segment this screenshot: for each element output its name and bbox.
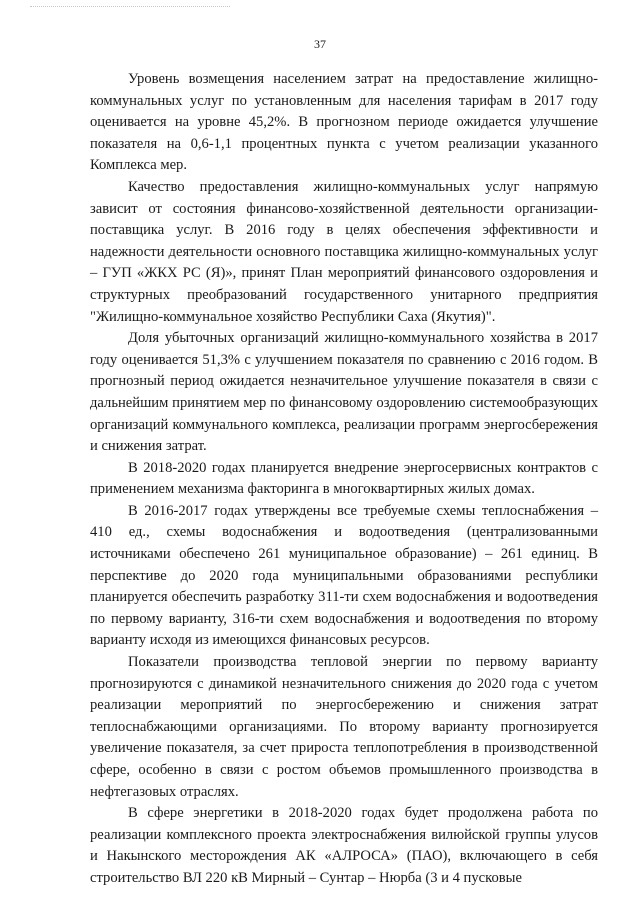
paragraph-cost-recovery: Уровень возмещения населением затрат на предоставление жилищно-коммунальных услуг по установленным для населения тарифам в 2017 году оценивается на уровне 45,2%. В прогнозном периоде ожидается улучшение показателя на 0,6-1,1 процентных пункта с учетом реализации указанного Комплекса мер. [90,71,598,174]
paragraph-heat-production: Показатели производства тепловой энергии по первому варианту прогнозируются с динамикой незначительного снижения до 2020 года с учетом реализации мероприятий по энергосбережению и снижения затрат теплоснабжающими организациями. По второму варианту прогнозируется увеличение показателя, за счет прироста теплопотребления в производственной сфере, особенно в связи с ростом объемов промышленного производства в нефтегазовых отраслях. [90,654,598,800]
document-body [90,69,598,890]
paragraph-unprofitable-share: Доля убыточных организаций жилищно-коммунального хозяйства в 2017 году оценивается 51,3% с улучшением показателя по сравнению с 2016 годом. В прогнозный период ожидается незначительное улучшение показателя в связи с дальнейшим принятием мер по финансовому оздоровлению системообразующих организаций коммунального комплекса, реализации программ энергосбережения и снижения затрат. [90,330,598,455]
paragraph-energy-sector: В сфере энергетики в 2018-2020 годах будет продолжена работа по реализации комплексного проекта электроснабжения вилюйской группы улусов и Накынского месторождения АК «АЛРОСА» (ПАО), включающего в себя строительство ВЛ 220 кВ Мирный – Сунтар – Нюрба (3 и 4 пусковые [90,805,598,886]
paragraph-heat-supply-schemes: В 2016-2017 годах утверждены все требуемые схемы теплоснабжения – 410 ед., схемы водоснабжения и водоотведения (централизованными источниками обеспечено 261 муниципальное образование) – 261 единиц. В перспективе до 2020 года муниципальными образованиями республики планируется обеспечить разработку 311-ти схем водоснабжения и водоотведения по первому варианту, 316-ти схем водоснабжения и водоотведения по второму варианту исходя из имеющихся финансовых ресурсов. [90,502,598,649]
scan-artifact-line [30,6,230,9]
paragraph-energy-service-contracts: В 2018-2020 годах планируется внедрение энергосервисных контрактов с применением механизма факторинга в многоквартирных жилых домах. [90,459,598,498]
paragraph-service-quality: Качество предоставления жилищно-коммунальных услуг напрямую зависит от состояния финансово-хозяйственной деятельности организации-поставщика услуг. В 2016 году в целях обеспечения эффективности и надежности деятельности основного поставщика жилищно-коммунальных услуг – ГУП «ЖКХ РС (Я)», принят План мероприятий финансового оздоровления и структурных преобразований государственного унитарного предприятия "Жилищно-коммунальное хозяйство Республики Саха (Якутия)". [90,178,598,325]
page-number: 37 [314,37,326,51]
